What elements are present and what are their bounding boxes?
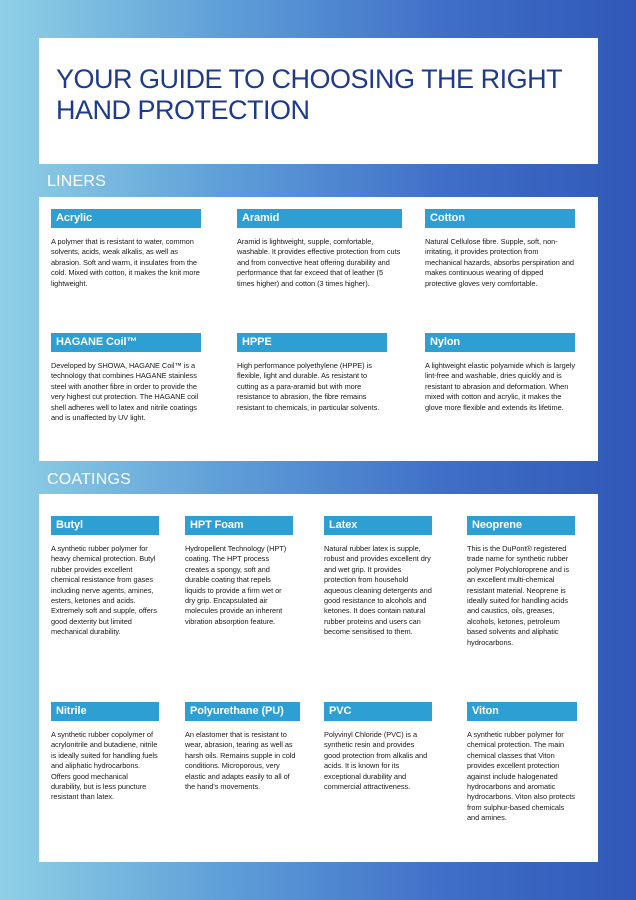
coating-description: A synthetic rubber copolymer of acrylonitrile and butadiene, nitrile is ideally suited for handling fuels and aliphatic hydrocarbons. Offers good mechanical durability, but is less puncture resistant than latex. — [51, 730, 158, 802]
coating-title: Neoprene — [467, 516, 575, 535]
coating-description: An elastomer that is resistant to wear, abrasion, tearing as well as harsh oils. Remains supple in cold conditions. Microporous, very elastic and adapts easily to all of the hand's movements. — [185, 730, 296, 792]
coating-card-butyl — [51, 516, 159, 638]
coating-card-viton — [467, 702, 577, 824]
coatings-section-heading: COATINGS — [47, 471, 131, 488]
coating-title: Butyl — [51, 516, 159, 535]
liner-description: Natural Cellulose fibre. Supple, soft, non-irritating, it provides protection from mechanical hazards, absorbs perspiration and makes continuous wearing of dipped protective gloves very comfortable. — [425, 237, 574, 288]
liner-title: Aramid — [237, 209, 402, 228]
liner-card-aramid — [237, 209, 402, 289]
liner-card-cotton — [425, 209, 575, 289]
liner-card-nylon — [425, 333, 575, 413]
liners-panel — [39, 197, 598, 461]
coating-title: Polyurethane (PU) — [185, 702, 300, 721]
coating-card-latex — [324, 516, 432, 638]
coating-card-neoprene — [467, 516, 575, 648]
coatings-panel — [39, 494, 598, 862]
liner-description: Developed by SHOWA, HAGANE Coil™ is a technology that combines HAGANE stainless steel with another fibre in order to provide the very highest cut protection. The HAGANE coil shell adheres well to latex and nitrile coatings and is unaffected by UV light. — [51, 361, 199, 423]
coating-description: A synthetic rubber polymer for chemical protection. The main chemical classes that Viton provides excellent protection against include halogenated hydrocarbons and aromatic hydrocarbons. Viton also protects from sulphur-based chemicals and amines. — [467, 730, 575, 823]
coating-title: Latex — [324, 516, 432, 535]
liner-card-hppe — [237, 333, 387, 413]
liner-description: A lightweight elastic polyamide which is largely lint-free and washable, dries quickly and is resistant to abrasion and deformation. When mixed with cotton and acrylic, it makes the glove more flexible and extends its lifetime. — [425, 361, 576, 412]
liner-card-hagane-coil — [51, 333, 201, 423]
coating-card-nitrile — [51, 702, 159, 803]
liners-section-heading: LINERS — [47, 173, 106, 190]
coating-title: Nitrile — [51, 702, 159, 721]
coating-title: HPT Foam — [185, 516, 293, 535]
liner-card-acrylic — [51, 209, 201, 289]
coating-description: Hydropellent Technology (HPT) coating. The HPT process creates a spongy, soft and durable coating that repels liquids to provide a firm wet or dry grip. Encapsulated air molecules provide an inherent vibration absorption feature. — [185, 544, 287, 626]
coating-card-pvc — [324, 702, 432, 792]
coating-description: Polyvinyl Chloride (PVC) is a synthetic resin and provides good protection from alkalis and acids. It is known for its exceptional durability and commercial attractiveness. — [324, 730, 428, 792]
coating-card-hpt-foam — [185, 516, 293, 627]
liner-title: Nylon — [425, 333, 575, 352]
page-title: YOUR GUIDE TO CHOOSING THE RIGHT HAND PROTECTION — [56, 64, 562, 125]
coating-title: PVC — [324, 702, 432, 721]
coating-description: This is the DuPont® registered trade name for synthetic rubber polymer Polychloroprene and is an excellent multi-chemical resistant material. Neoprene is ideally suited for handling acids and caustics, oils, greases, alcohols, ketones, petroleum based solvents and aliphatic hydrocarbons. — [467, 544, 570, 647]
liner-description: Aramid is lightweight, supple, comfortable, washable. It provides effective protection from cuts and from convective heat offering durability and performance that far exceed that of leather (5 times higher) and cotton (3 times higher). — [237, 237, 401, 288]
coating-description: A synthetic rubber polymer for heavy chemical protection. Butyl rubber provides excellent chemical resistance from gases including nerve agents, amines, esters, ketones and acids. Extremely soft and supple, offers good dexterity but limited mechanical durability. — [51, 544, 157, 637]
liner-title: Cotton — [425, 209, 575, 228]
liner-title: Acrylic — [51, 209, 201, 228]
coating-card-polyurethane — [185, 702, 300, 792]
liner-title: HPPE — [237, 333, 387, 352]
liner-description: A polymer that is resistant to water, common solvents, acids, weak alkalis, as well as abrasion. Soft and warm, it insulates from the cold. Mixed with cotton, it makes the knit more lightweight. — [51, 237, 200, 288]
liner-description: High performance polyethylene (HPPE) is flexible, light and durable. As resistant to cutting as a para-aramid but with more resistance to abrasion, the fibre remains resistant to chemicals, in particular solvents. — [237, 361, 380, 412]
coating-title: Viton — [467, 702, 577, 721]
liner-title: HAGANE Coil™ — [51, 333, 201, 352]
title-panel — [39, 38, 598, 164]
coating-description: Natural rubber latex is supple, robust and provides excellent dry and wet grip. It provides protection from household aqueous cleaning detergents and good resistance to alcohols and ketones. It does contain natural rubber proteins and users can become sensitised to them. — [324, 544, 432, 637]
